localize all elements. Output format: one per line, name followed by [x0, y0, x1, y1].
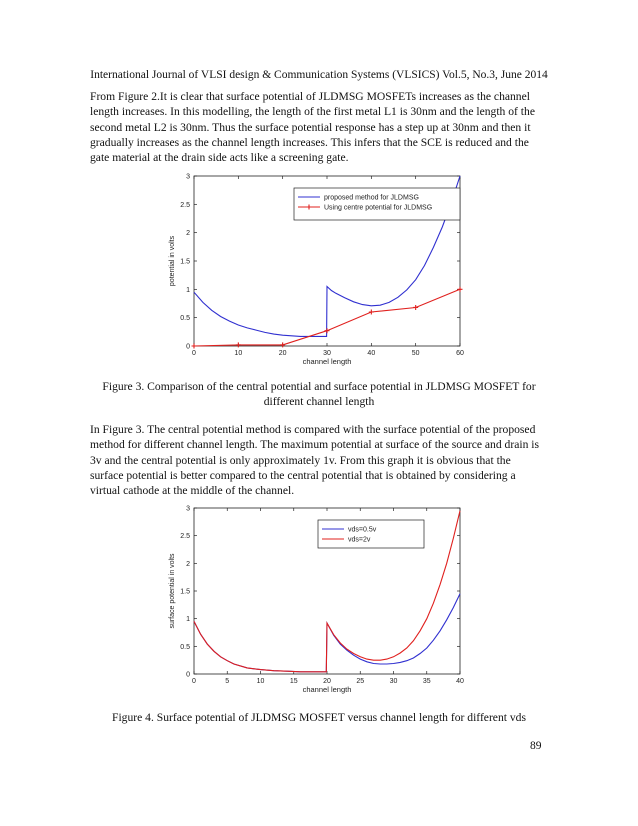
y-tick-label: 2.5: [180, 533, 190, 541]
x-tick-label: 25: [356, 678, 365, 685]
y-tick-label: 0.5: [180, 643, 190, 651]
legend-label: vds=2v: [348, 536, 371, 544]
figure-3-chart: [160, 168, 480, 378]
legend-box: [318, 520, 424, 548]
x-tick-label: 35: [422, 678, 431, 685]
legend-label: Using centre potential for JLDMSG: [324, 204, 433, 212]
paragraph-1-line: From Figure 2.It is clear that surface potential of JLDMSG MOSFETs increases as the channel: [90, 90, 530, 103]
x-tick-label: 0: [192, 678, 196, 685]
paragraph-2-line: 3v and the central potential is only approximately 1v. From this graph it is obvious that the: [90, 453, 511, 467]
x-tick-label: 0: [192, 350, 196, 357]
x-tick-label: 30: [323, 350, 331, 357]
legend-label: proposed method for JLDMSG: [324, 194, 419, 202]
x-tick-label: 40: [456, 678, 464, 685]
y-tick-label: 0: [186, 671, 190, 679]
y-tick-label: 1: [186, 286, 190, 294]
y-axis-label: potential in volts: [169, 235, 176, 287]
y-tick-label: 1.5: [180, 588, 190, 596]
figure-3-caption: [90, 379, 548, 410]
y-tick-label: 2.5: [180, 201, 190, 209]
y-tick-label: 0: [186, 343, 190, 351]
x-tick-label: 15: [289, 678, 298, 685]
y-tick-label: 3: [186, 173, 190, 181]
y-tick-label: 2: [186, 560, 190, 568]
x-tick-label: 10: [234, 350, 243, 357]
figure-4-caption: Figure 4. Surface potential of JLDMSG MOSFET versus channel length for different vds: [112, 711, 526, 724]
x-tick-label: 50: [411, 350, 420, 357]
figure-3-caption-line: different channel length: [263, 395, 375, 409]
legend-label: vds=0.5v: [348, 526, 377, 534]
y-axis-label: surface potential in volts: [169, 553, 176, 629]
y-tick-label: 1.5: [180, 258, 190, 266]
y-tick-label: 1: [186, 616, 190, 624]
x-tick-label: 60: [456, 350, 464, 357]
journal-header: International Journal of VLSI design & Communication Systems (VLSICS) Vol.5, No.3, June 2014: [90, 69, 548, 81]
y-tick-label: 3: [186, 505, 190, 513]
paragraph-2-line: method for different channel length. The maximum potential at surface of the source and drain is: [90, 438, 540, 452]
paragraph-2-line: surface potential is better compared to the central potential that is obtained by considering a: [90, 468, 516, 482]
paragraph-1-line: second metal L2 is 30nm. Thus the surface potential response has a step up at 30nm and then it: [90, 120, 531, 134]
x-tick-label: 30: [389, 678, 398, 685]
figure-3-caption-line: Figure 3. Comparison of the central potential and surface potential in JLDMSG MOSFET for: [102, 380, 536, 393]
x-tick-label: 5: [225, 678, 230, 685]
paragraph-1-line: gradually increases as the channel length increases. This infers that the SCE is reduced and the: [90, 135, 529, 149]
x-tick-label: 20: [278, 350, 287, 357]
paragraph-2: [90, 422, 548, 498]
paragraph-2-line: In Figure 3. The central potential method is compared with the surface potential of the proposed: [90, 423, 536, 436]
y-tick-label: 2: [186, 230, 190, 238]
paragraph-1-line: length increases. In this modelling, the length of the first metal L1 is 30nm and the length of the: [90, 105, 535, 119]
figure-4-chart: [160, 500, 480, 700]
paragraph-1: [90, 89, 548, 165]
x-axis-label: channel length: [302, 685, 352, 694]
page-number: 89: [530, 740, 542, 752]
x-axis-label: channel length: [302, 357, 352, 366]
x-tick-label: 10: [256, 678, 265, 685]
x-tick-label: 20: [323, 678, 331, 685]
paragraph-1-line: gate material at the drain side acts like a screening gate.: [90, 151, 349, 165]
x-tick-label: 40: [367, 350, 376, 357]
paragraph-2-line: virtual cathode at the middle of the channel.: [90, 484, 295, 498]
y-tick-label: 0.5: [180, 315, 190, 323]
